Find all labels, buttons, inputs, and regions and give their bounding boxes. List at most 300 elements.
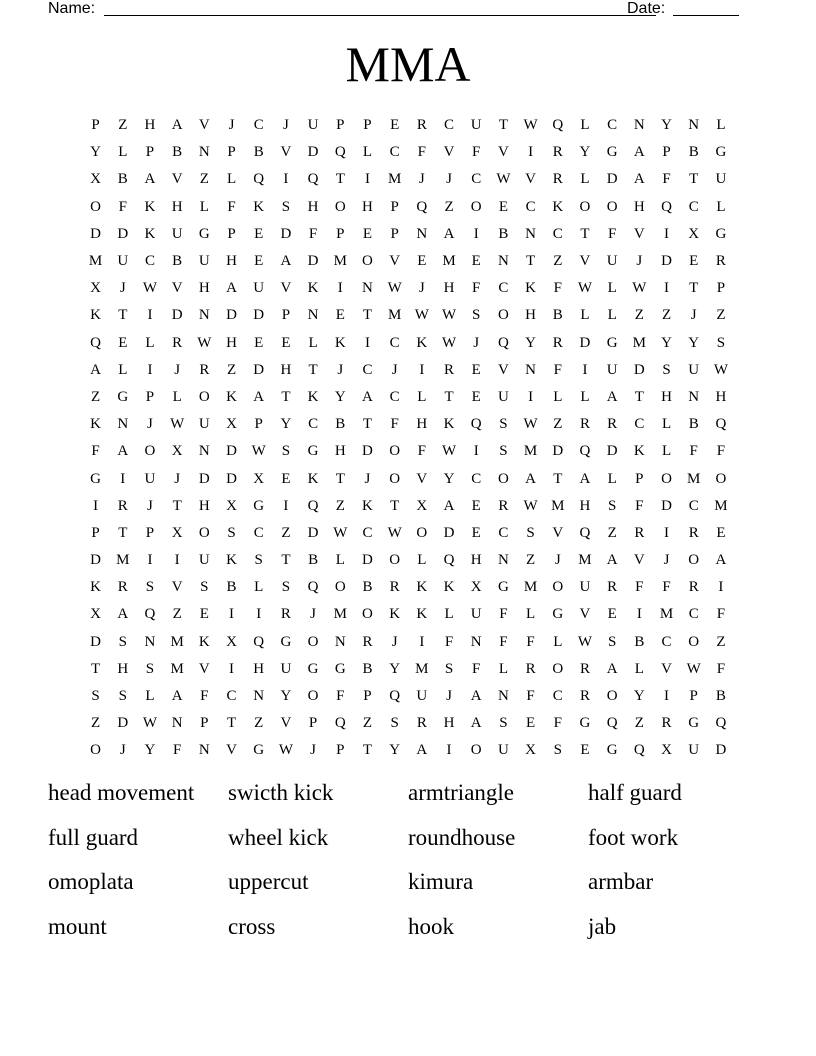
grid-letter: A bbox=[606, 552, 618, 569]
grid-letter: S bbox=[281, 579, 291, 596]
grid-letter: S bbox=[499, 715, 508, 732]
grid-letter: D bbox=[198, 470, 210, 487]
grid-letter: R bbox=[552, 171, 563, 188]
grid-letter: C bbox=[498, 524, 509, 541]
grid-letter: O bbox=[497, 470, 509, 487]
grid-letter: N bbox=[253, 688, 265, 705]
grid-letter: P bbox=[200, 715, 209, 732]
grid-letter: E bbox=[580, 742, 590, 759]
grid-letter: Z bbox=[226, 361, 237, 378]
grid-letter: R bbox=[607, 579, 618, 596]
grid-letter: E bbox=[471, 497, 481, 514]
grid-letter: P bbox=[716, 280, 726, 297]
grid-letter: U bbox=[470, 606, 482, 623]
grid-letter: L bbox=[145, 688, 155, 705]
word-bank bbox=[48, 780, 768, 958]
grid-letter: T bbox=[91, 660, 101, 677]
grid-letter: O bbox=[606, 198, 618, 215]
grid-letter: Z bbox=[118, 117, 128, 134]
grid-letter: Z bbox=[526, 552, 536, 569]
grid-letter: L bbox=[444, 606, 454, 623]
grid-letter: Q bbox=[307, 497, 319, 514]
grid-letter: N bbox=[198, 742, 210, 759]
grid-row bbox=[82, 574, 735, 601]
page-title: MMA bbox=[345, 36, 471, 92]
grid-letter: J bbox=[446, 171, 452, 188]
grid-letter: V bbox=[633, 552, 645, 569]
word-bank-item: head movement bbox=[48, 780, 195, 805]
grid-letter: K bbox=[198, 633, 210, 650]
grid-letter: J bbox=[119, 280, 126, 297]
grid-letter: D bbox=[661, 497, 672, 514]
grid-letter: T bbox=[390, 497, 400, 514]
grid-letter: O bbox=[661, 470, 672, 487]
grid-letter: L bbox=[661, 416, 672, 433]
grid-letter: M bbox=[578, 552, 592, 569]
grid-letter: Y bbox=[144, 742, 156, 759]
grid-letter: S bbox=[472, 307, 481, 324]
grid-letter: Z bbox=[553, 416, 563, 433]
grid-letter: K bbox=[144, 198, 156, 215]
grid-letter: W bbox=[197, 334, 212, 351]
grid-letter: S bbox=[607, 633, 617, 650]
grid-letter: R bbox=[607, 416, 618, 433]
grid-letter: P bbox=[281, 307, 291, 324]
grid-letter: T bbox=[362, 416, 373, 433]
grid-letter: C bbox=[144, 253, 155, 270]
date-field[interactable] bbox=[673, 15, 739, 16]
grid-letter: R bbox=[552, 144, 563, 161]
grid-letter: K bbox=[416, 334, 428, 351]
word-bank-item: jab bbox=[588, 913, 617, 939]
grid-letter: G bbox=[280, 633, 292, 650]
grid-letter: T bbox=[118, 524, 128, 541]
grid-letter: X bbox=[226, 497, 237, 514]
grid-letter: A bbox=[715, 552, 727, 569]
grid-letter: L bbox=[634, 660, 644, 677]
grid-letter: T bbox=[580, 225, 590, 242]
grid-letter: U bbox=[198, 552, 210, 569]
grid-letter: I bbox=[528, 388, 534, 405]
grid-letter: C bbox=[688, 198, 699, 215]
grid-letter: T bbox=[281, 552, 291, 569]
grid-letter: G bbox=[606, 144, 618, 161]
grid-letter: K bbox=[443, 579, 455, 596]
grid-letter: Q bbox=[144, 606, 156, 623]
grid-letter: L bbox=[417, 552, 427, 569]
grid-letter: F bbox=[662, 171, 671, 188]
grid-letter: R bbox=[416, 715, 427, 732]
grid-letter: H bbox=[443, 280, 455, 297]
name-field[interactable] bbox=[104, 15, 656, 16]
grid-letter: B bbox=[172, 253, 183, 270]
grid-letter: L bbox=[607, 280, 617, 297]
grid-letter: A bbox=[253, 388, 265, 405]
grid-letter: Q bbox=[90, 334, 102, 351]
grid-letter: M bbox=[442, 253, 456, 270]
grid-letter: N bbox=[307, 307, 319, 324]
grid-letter: C bbox=[253, 117, 264, 134]
grid-letter: P bbox=[662, 144, 671, 161]
grid-letter: R bbox=[389, 579, 400, 596]
grid-letter: E bbox=[118, 334, 128, 351]
grid-letter: L bbox=[417, 388, 427, 405]
grid-letter: T bbox=[335, 470, 345, 487]
grid-letter: R bbox=[634, 524, 645, 541]
grid-letter: A bbox=[633, 144, 645, 161]
grid-letter: T bbox=[362, 307, 373, 324]
grid-letter: K bbox=[90, 307, 102, 324]
grid-letter: F bbox=[91, 443, 100, 460]
grid-letter: L bbox=[580, 307, 590, 324]
grid-letter: M bbox=[687, 470, 701, 487]
grid-letter: X bbox=[226, 416, 237, 433]
grid-letter: N bbox=[334, 633, 346, 650]
grid-letter: N bbox=[117, 416, 129, 433]
grid-letter: Z bbox=[335, 497, 345, 514]
grid-letter: F bbox=[390, 416, 399, 433]
grid-letter: Q bbox=[633, 742, 645, 759]
grid-letter: J bbox=[119, 742, 126, 759]
grid-letter: I bbox=[283, 497, 289, 514]
grid-letter: F bbox=[336, 688, 345, 705]
word-bank-item: armtriangle bbox=[408, 780, 515, 805]
grid-letter: M bbox=[170, 633, 184, 650]
grid-letter: F bbox=[472, 280, 481, 297]
grid-letter: C bbox=[688, 497, 699, 514]
grid-letter: F bbox=[716, 443, 726, 460]
grid-letter: C bbox=[389, 144, 400, 161]
grid-letter: Y bbox=[579, 144, 591, 161]
grid-letter: D bbox=[117, 225, 129, 242]
grid-row bbox=[82, 629, 735, 656]
grid-letter: K bbox=[307, 388, 319, 405]
grid-letter: P bbox=[91, 524, 100, 541]
grid-letter: W bbox=[496, 171, 511, 188]
grid-letter: A bbox=[144, 171, 156, 188]
grid-letter: Q bbox=[579, 443, 591, 460]
grid-letter: V bbox=[280, 144, 292, 161]
grid-letter: I bbox=[229, 606, 235, 623]
grid-letter: I bbox=[147, 552, 153, 569]
grid-letter: N bbox=[525, 225, 537, 242]
grid-letter: F bbox=[716, 606, 726, 623]
grid-row bbox=[82, 411, 735, 438]
grid-letter: U bbox=[606, 361, 618, 378]
grid-letter: L bbox=[199, 198, 209, 215]
grid-letter: R bbox=[498, 497, 509, 514]
grid-letter: F bbox=[607, 225, 617, 242]
grid-letter: L bbox=[145, 334, 155, 351]
grid-letter: H bbox=[443, 715, 455, 732]
grid-letter: G bbox=[307, 443, 319, 460]
grid-row bbox=[82, 683, 735, 710]
word-bank-item: roundhouse bbox=[408, 824, 516, 850]
grid-letter: R bbox=[579, 416, 590, 433]
grid-letter: D bbox=[307, 524, 319, 541]
grid-letter: S bbox=[716, 334, 726, 351]
grid-letter: V bbox=[171, 579, 183, 596]
grid-letter: T bbox=[689, 171, 699, 188]
grid-letter: J bbox=[337, 361, 344, 378]
grid-letter: O bbox=[144, 443, 156, 460]
grid-letter: C bbox=[226, 688, 237, 705]
grid-letter: H bbox=[633, 198, 645, 215]
grid-letter: U bbox=[497, 742, 509, 759]
grid-letter: R bbox=[688, 579, 699, 596]
grid-letter: L bbox=[553, 388, 563, 405]
grid-letter: H bbox=[416, 416, 428, 433]
grid-row bbox=[82, 330, 735, 357]
word-bank-item: hook bbox=[408, 913, 454, 939]
grid-letter: Q bbox=[334, 144, 346, 161]
grid-letter: G bbox=[253, 742, 265, 759]
grid-letter: D bbox=[307, 144, 319, 161]
grid-letter: O bbox=[334, 579, 346, 596]
grid-letter: K bbox=[144, 225, 156, 242]
grid-letter: Q bbox=[307, 171, 319, 188]
grid-letter: E bbox=[362, 225, 373, 242]
grid-row bbox=[82, 139, 735, 166]
grid-letter: V bbox=[171, 171, 183, 188]
grid-letter: V bbox=[579, 606, 591, 623]
grid-letter: D bbox=[633, 361, 645, 378]
grid-row bbox=[82, 737, 735, 764]
grid-letter: Y bbox=[280, 416, 292, 433]
grid-letter: O bbox=[389, 443, 401, 460]
grid-letter: C bbox=[362, 361, 373, 378]
grid-letter: B bbox=[552, 307, 563, 324]
grid-letter: W bbox=[414, 307, 429, 324]
grid-letter: N bbox=[497, 688, 509, 705]
grid-letter: R bbox=[117, 497, 128, 514]
grid-letter: F bbox=[526, 688, 535, 705]
grid-letter: G bbox=[253, 497, 265, 514]
grid-letter: O bbox=[90, 742, 102, 759]
grid-row bbox=[82, 384, 735, 411]
grid-letter: R bbox=[117, 579, 128, 596]
grid-letter: T bbox=[172, 497, 182, 514]
grid-letter: I bbox=[364, 171, 370, 188]
grid-letter: G bbox=[688, 715, 700, 732]
grid-letter: E bbox=[471, 361, 481, 378]
grid-letter: D bbox=[362, 443, 373, 460]
grid-letter: U bbox=[416, 688, 428, 705]
grid-row bbox=[82, 710, 735, 737]
grid-letter: W bbox=[278, 742, 293, 759]
grid-letter: B bbox=[688, 144, 699, 161]
grid-letter: C bbox=[498, 280, 509, 297]
grid-letter: A bbox=[579, 470, 591, 487]
grid-letter: I bbox=[120, 470, 126, 487]
grid-letter: G bbox=[117, 388, 129, 405]
grid-letter: Z bbox=[661, 307, 672, 324]
worksheet-header bbox=[48, 0, 748, 20]
grid-letter: H bbox=[280, 361, 292, 378]
grid-letter: E bbox=[607, 606, 617, 623]
grid-letter: I bbox=[473, 443, 479, 460]
grid-letter: J bbox=[174, 470, 181, 487]
grid-row bbox=[82, 248, 735, 275]
grid-letter: N bbox=[525, 361, 537, 378]
grid-letter: Z bbox=[254, 715, 264, 732]
grid-letter: B bbox=[688, 416, 699, 433]
grid-letter: W bbox=[523, 497, 538, 514]
word-bank-item: cross bbox=[228, 913, 276, 939]
grid-letter: J bbox=[364, 470, 371, 487]
grid-letter: Z bbox=[199, 171, 209, 188]
grid-letter: Y bbox=[389, 660, 401, 677]
grid-letter: S bbox=[145, 660, 155, 677]
grid-letter: O bbox=[606, 688, 618, 705]
grid-letter: D bbox=[552, 443, 564, 460]
grid-row bbox=[82, 302, 735, 329]
grid-letter: N bbox=[198, 307, 210, 324]
grid-letter: U bbox=[171, 225, 183, 242]
grid-letter: W bbox=[441, 307, 457, 324]
grid-letter: S bbox=[444, 660, 454, 677]
grid-letter: H bbox=[226, 253, 237, 270]
grid-letter: M bbox=[333, 253, 347, 270]
grid-letter: U bbox=[144, 470, 156, 487]
word-bank-item: half guard bbox=[588, 780, 682, 805]
grid-letter: Y bbox=[633, 688, 645, 705]
grid-letter: J bbox=[418, 171, 425, 188]
grid-letter: P bbox=[390, 225, 399, 242]
grid-letter: O bbox=[688, 552, 700, 569]
grid-letter: W bbox=[387, 280, 402, 297]
grid-letter: A bbox=[606, 660, 618, 677]
grid-letter: K bbox=[226, 552, 237, 569]
grid-letter: L bbox=[580, 388, 590, 405]
grid-letter: A bbox=[606, 388, 618, 405]
grid-letter: I bbox=[419, 361, 425, 378]
grid-letter: Z bbox=[172, 606, 182, 623]
grid-letter: Q bbox=[715, 416, 727, 433]
grid-letter: D bbox=[606, 171, 618, 188]
grid-letter: T bbox=[118, 307, 128, 324]
grid-letter: O bbox=[307, 633, 319, 650]
grid-letter: F bbox=[553, 280, 562, 297]
grid-letter: L bbox=[580, 117, 590, 134]
grid-letter: X bbox=[661, 742, 672, 759]
grid-letter: T bbox=[498, 117, 508, 134]
grid-letter: J bbox=[391, 633, 398, 650]
word-bank-item: full guard bbox=[48, 824, 139, 850]
grid-letter: U bbox=[497, 388, 509, 405]
grid-row bbox=[82, 601, 735, 628]
grid-letter: U bbox=[606, 253, 618, 270]
grid-letter: P bbox=[254, 416, 263, 433]
grid-letter: N bbox=[688, 388, 700, 405]
grid-letter: B bbox=[362, 660, 373, 677]
grid-letter: P bbox=[91, 117, 100, 134]
grid-letter: Z bbox=[91, 388, 101, 405]
word-bank-item: uppercut bbox=[228, 869, 309, 894]
grid-letter: K bbox=[416, 606, 428, 623]
grid-letter: Z bbox=[362, 715, 373, 732]
grid-letter: I bbox=[283, 171, 289, 188]
grid-letter: F bbox=[472, 144, 481, 161]
grid-letter: R bbox=[172, 334, 183, 351]
grid-letter: S bbox=[499, 443, 508, 460]
grid-row bbox=[82, 275, 735, 302]
grid-letter: I bbox=[419, 633, 425, 650]
grid-letter: X bbox=[525, 742, 537, 759]
grid-letter: S bbox=[227, 524, 236, 541]
grid-letter: C bbox=[607, 117, 618, 134]
grid-letter: V bbox=[525, 171, 537, 188]
grid-letter: I bbox=[147, 307, 153, 324]
grid-letter: P bbox=[336, 742, 345, 759]
grid-letter: Z bbox=[444, 198, 454, 215]
grid-letter: T bbox=[526, 253, 536, 270]
grid-letter: A bbox=[362, 388, 373, 405]
grid-letter: I bbox=[664, 225, 670, 242]
grid-letter: A bbox=[416, 742, 428, 759]
grid-letter: C bbox=[661, 633, 672, 650]
grid-letter: O bbox=[715, 470, 727, 487]
grid-letter: N bbox=[198, 144, 210, 161]
grid-letter: Q bbox=[253, 171, 265, 188]
grid-letter: W bbox=[333, 524, 348, 541]
grid-letter: L bbox=[118, 361, 128, 378]
grid-letter: G bbox=[307, 660, 319, 677]
grid-letter: F bbox=[118, 198, 127, 215]
grid-letter: M bbox=[523, 579, 538, 596]
grid-letter: E bbox=[498, 198, 508, 215]
grid-letter: J bbox=[147, 416, 153, 433]
grid-letter: I bbox=[582, 361, 588, 378]
grid-row bbox=[82, 547, 735, 574]
grid-letter: U bbox=[198, 416, 210, 433]
grid-letter: H bbox=[171, 198, 183, 215]
grid-letter: F bbox=[553, 361, 562, 378]
grid-letter: Z bbox=[634, 715, 644, 732]
grid-letter: V bbox=[579, 253, 591, 270]
grid-letter: S bbox=[118, 633, 127, 650]
grid-letter: P bbox=[363, 117, 372, 134]
grid-letter: O bbox=[90, 198, 102, 215]
grid-letter: J bbox=[310, 742, 317, 759]
grid-letter: K bbox=[443, 416, 455, 433]
grid-letter: S bbox=[91, 688, 100, 705]
grid-letter: A bbox=[443, 225, 455, 242]
grid-letter: C bbox=[552, 225, 563, 242]
grid-letter: I bbox=[664, 688, 670, 705]
grid-letter: Z bbox=[716, 307, 726, 324]
grid-letter: Y bbox=[443, 470, 455, 487]
grid-letter: L bbox=[118, 144, 128, 161]
grid-letter: R bbox=[416, 117, 427, 134]
grid-letter: H bbox=[253, 660, 265, 677]
grid-letter: R bbox=[579, 688, 590, 705]
grid-letter: Y bbox=[661, 117, 672, 134]
grid-letter: P bbox=[145, 524, 155, 541]
grid-letter: V bbox=[633, 225, 645, 242]
grid-letter: U bbox=[715, 171, 727, 188]
grid-letter: Q bbox=[307, 579, 319, 596]
date-label: Date: bbox=[627, 0, 666, 17]
grid-letter: L bbox=[716, 117, 726, 134]
grid-letter: U bbox=[688, 361, 700, 378]
grid-letter: C bbox=[552, 688, 563, 705]
grid-letter: V bbox=[497, 144, 509, 161]
grid-letter: I bbox=[473, 225, 479, 242]
grid-letter: T bbox=[444, 388, 454, 405]
grid-letter: P bbox=[308, 715, 318, 732]
grid-letter: L bbox=[172, 388, 182, 405]
